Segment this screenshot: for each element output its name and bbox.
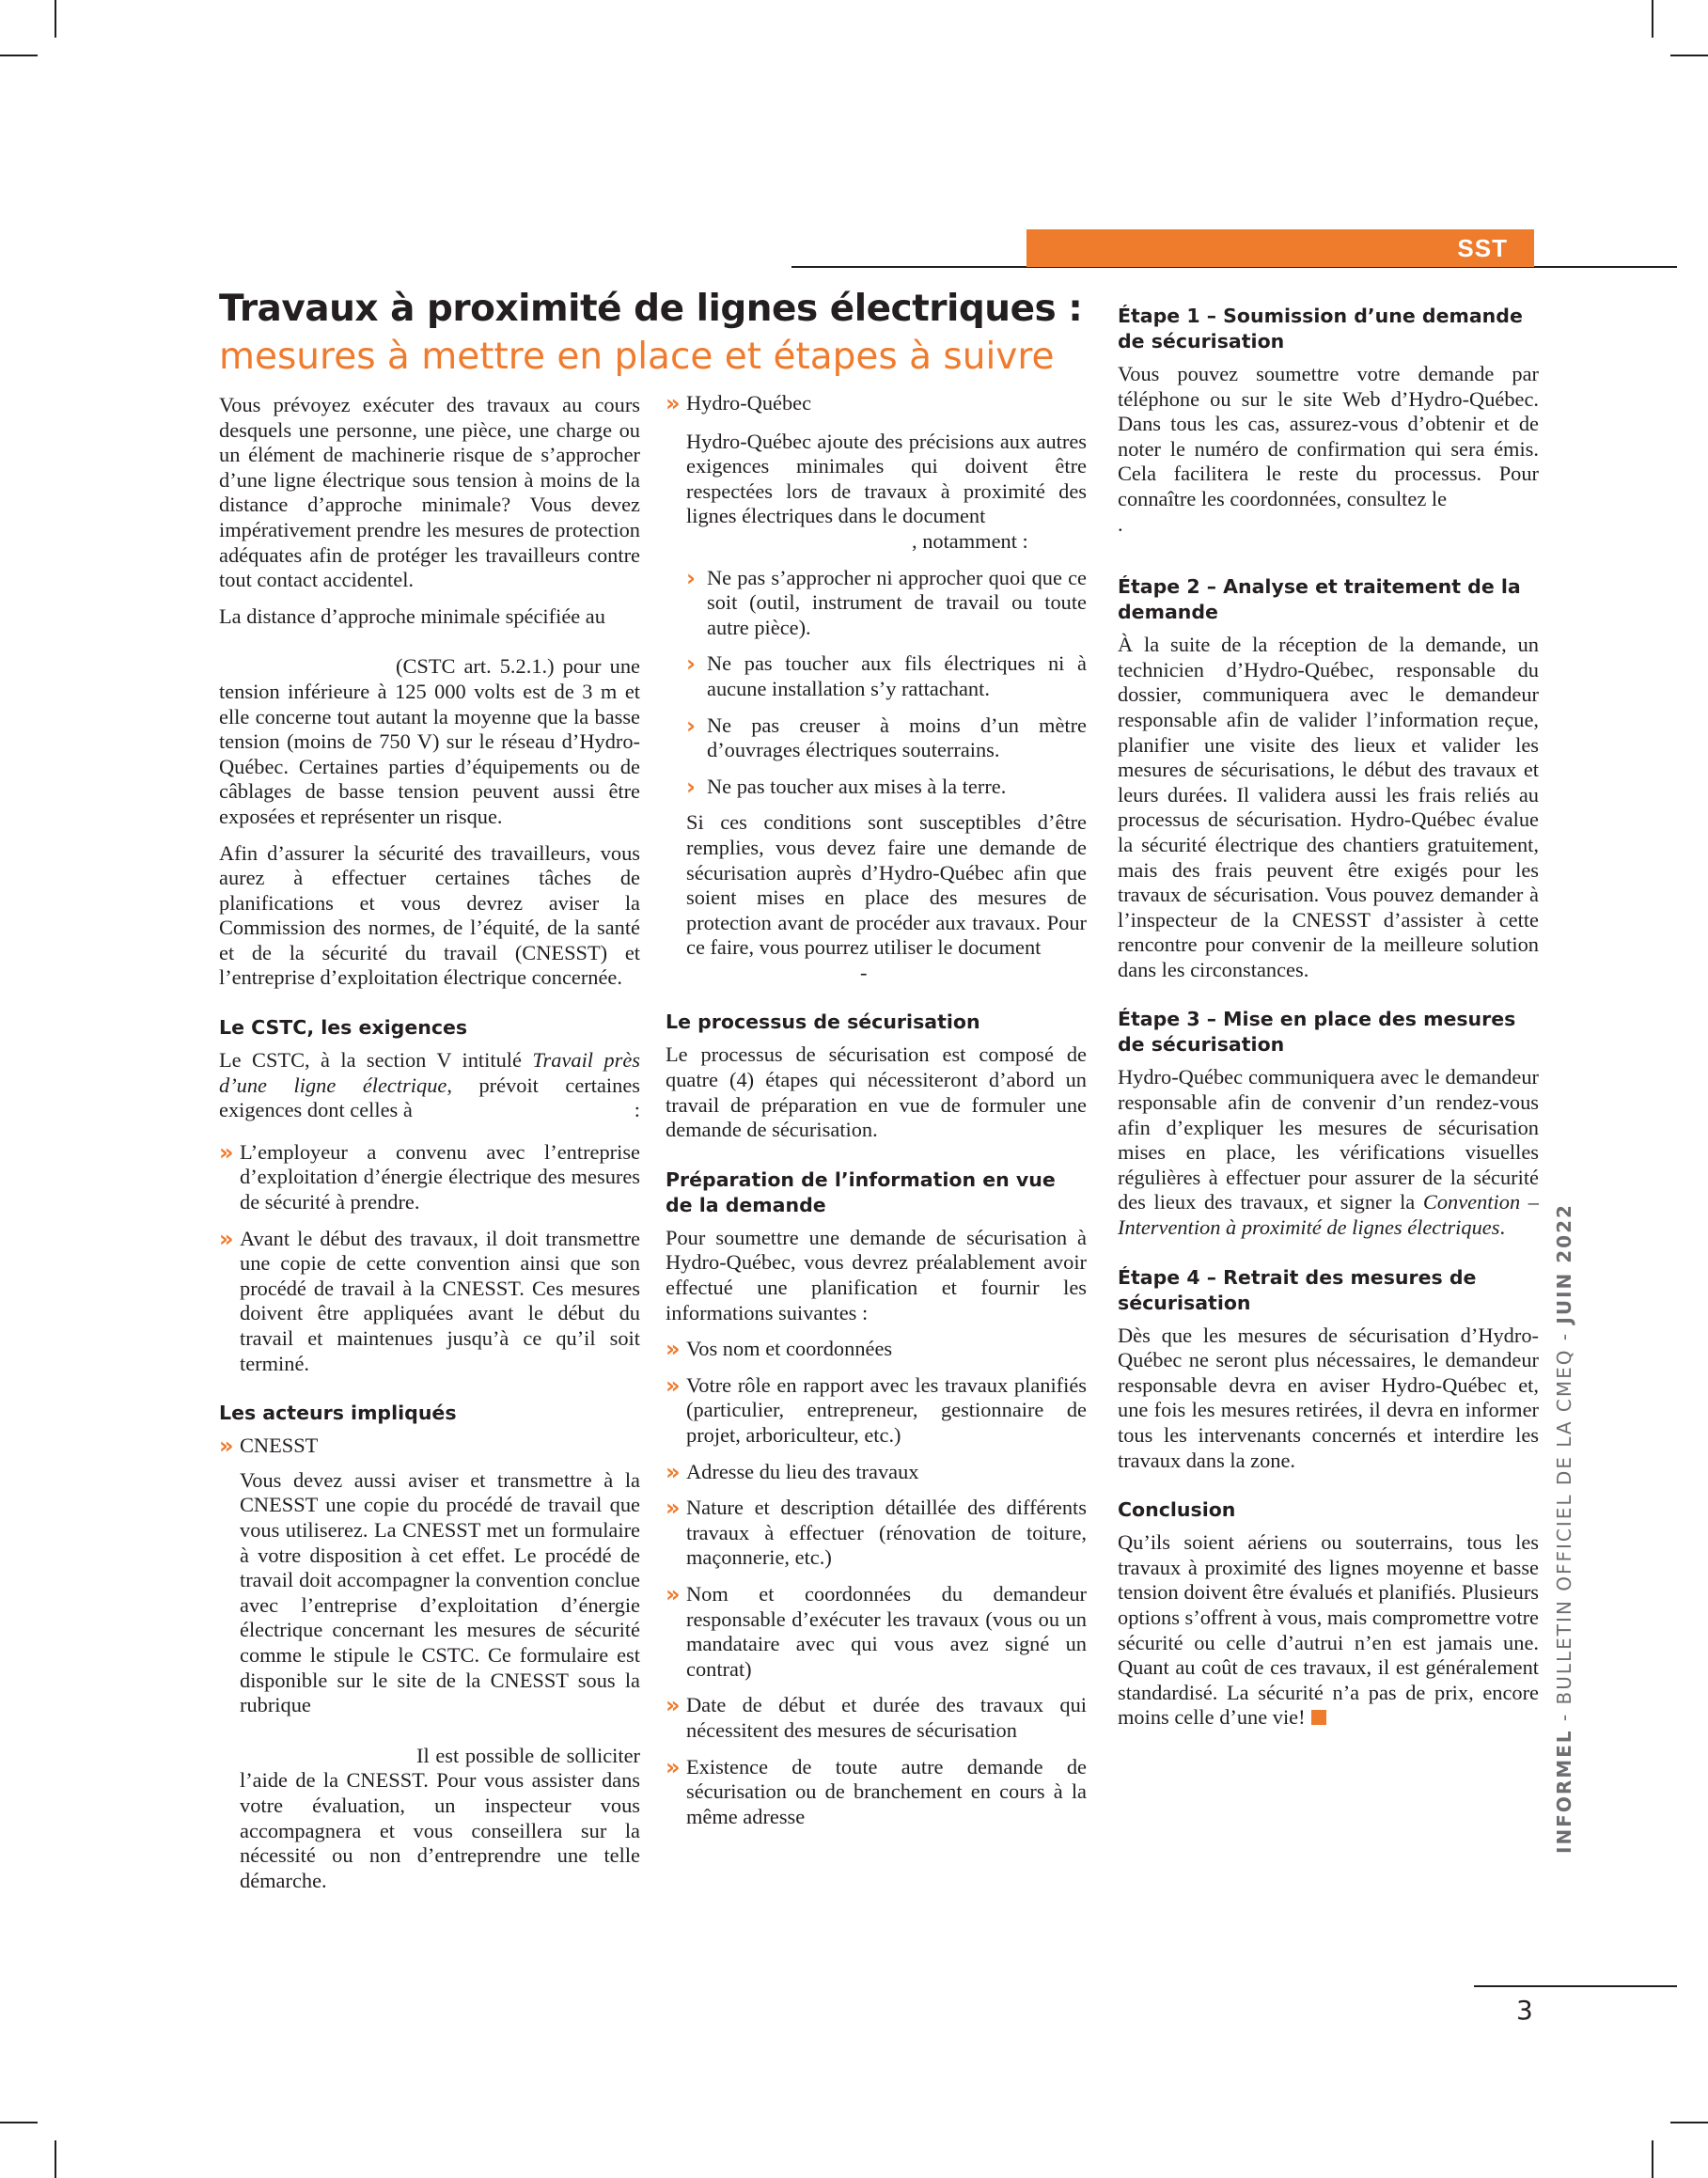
cstc-italic-title: Travail près d’une ligne électrique: [219, 1048, 640, 1097]
dot-mark: .: [1118, 511, 1123, 536]
link-gap: [219, 629, 640, 654]
etape-2-paragraph: À la suite de la réception de la demande, un technicien d’Hydro-Québec, responsable du dossier, communiquera avec le demandeur responsable afin de valider l’information reçue, planifier une visite des lieux et valider les mesures de sécurisations, le début des travaux et leurs durées. Il validera aussi les frais reliés au processus de sécurisation. Hydro-Québec évalue la sécurité électrique des chantiers gratuitement, mais des frais peuvent être exigés pour les travaux de sécurisation. Vous pouvez demander à l’inspecteur de la CNESST d’assister à cette rencontre pour convenir de la meilleure solution dans les circonstances.: [1118, 633, 1539, 981]
conclusion-text: Qu’ils soient aériens ou souterrains, tous les travaux à proximité des lignes moyenne et basse tension doivent être évalués et planifiés. Plusieurs options s’offrent à vous, mais compromettre votre sécurité ou celle d’autrui n’en est jamais une. Quant au coût de ces travaux, il est généralement standardisé. La sécurité n’a pas de prix, encore moins celle d’une vie!: [1118, 1530, 1539, 1730]
list-item: [219, 1140, 640, 1215]
list-item: [666, 1582, 1087, 1682]
list-item: [666, 1460, 1087, 1485]
bullet-marker: »: [666, 1753, 681, 1780]
etape-3-text: Hydro-Québec communiquera avec le demandeur responsable afin de convenir d’un rendez-vous afin d’expliquer les mesures de sécurisation mises en place, les vérifications visuelles régulières à effectuer pour assurer de la sécurité des lieux des travaux, et signer la: [1118, 1065, 1539, 1214]
sidebar-publication: INFORMEL: [1553, 1729, 1575, 1854]
heading-etape-2: Étape 2 – Analyse et traitement de la demande: [1118, 575, 1521, 624]
section-tab: SST: [1026, 229, 1534, 267]
page-number: 3: [1516, 1995, 1533, 2026]
list-item-text: Adresse du lieu des travaux: [686, 1459, 919, 1483]
cstc-text-a: Le CSTC, à la section V intitulé: [219, 1048, 533, 1073]
list-item: [666, 775, 1087, 800]
bullet-marker: ›: [686, 773, 696, 800]
crop-mark: [0, 2122, 38, 2123]
dash-mark: -: [860, 960, 868, 984]
intro-paragraph: Vous prévoyez exécuter des travaux au cours desquels une personne, une pièce, une charge ou un élément de machinerie risque de s’approcher d’une ligne électrique sous tension à moins de la distance d’approche minimale? Vous devez impérativement prendre les mesures de protection adéquates afin de protéger les travailleurs contre tout contact accidentel.: [219, 393, 640, 592]
bullet-marker: »: [666, 1336, 681, 1363]
list-item-text: Nature et description détaillée des différents travaux à effectuer (rénovation de toiture, maçonnerie, etc.): [686, 1496, 1087, 1570]
list-item-text: Ne pas creuser à moins d’un mètre d’ouvrages électriques souterrains.: [707, 713, 1087, 762]
list-item-text: Ne pas toucher aux mises à la terre.: [707, 774, 1007, 798]
bullet-marker: »: [666, 1495, 681, 1522]
etape-1-paragraph: [1118, 362, 1539, 537]
etape-3-paragraph: [1118, 1065, 1539, 1240]
list-item: [666, 566, 1087, 641]
cnesst-text-2: Il est possible de solliciter l’aide de la CNESST. Pour vous assister dans votre évaluation, un inspecteur vous accompagnera et vous conseillera sur la nécessité ou non d’entreprendre une telle démarche.: [240, 1743, 640, 1892]
list-item: [666, 1755, 1087, 1830]
publication-sidebar: [1553, 1008, 1581, 1854]
column-2: [666, 391, 1087, 1841]
heading-etape-4: Étape 4 – Retrait des mesures de sécurisation: [1118, 1265, 1477, 1314]
bullet-marker: »: [666, 1458, 681, 1485]
list-item: [666, 1693, 1087, 1743]
heading-processus: Le processus de sécurisation: [666, 1011, 980, 1034]
list-item: [666, 1373, 1087, 1449]
title-subtitle: mesures à mettre en place et étapes à suivre: [219, 336, 1055, 378]
heading-etape-3: Étape 3 – Mise en place des mesures de sécurisation: [1118, 1008, 1516, 1057]
bullet-marker: »: [666, 390, 681, 416]
list-item-text: Existence de toute autre demande de sécurisation ou de branchement en cours à la même adresse: [686, 1754, 1087, 1828]
etape-1-text: Vous pouvez soumettre votre demande par téléphone ou sur le site Web d’Hydro-Québec. Dans tous les cas, assurez-vous d’obtenir et de noter le numéro de confirmation qui sera émis. Cela facilitera le reste du processus. Pour connaître les coordonnées, consultez le: [1118, 362, 1539, 510]
crop-mark: [55, 2140, 56, 2178]
list-item: [219, 1227, 640, 1377]
cnesst-paragraph: [219, 1468, 640, 1894]
preparation-paragraph: Pour soumettre une demande de sécurisation à Hydro-Québec, vous devrez préalablement avoir effectué une planification et fournir les informations suivantes :: [666, 1225, 1087, 1324]
list-item-text: Votre rôle en rapport avec les travaux planifiés (particulier, entrepreneur, gestionnaire de projet, arboriculteur, etc.): [686, 1372, 1087, 1447]
column-3: [1118, 304, 1539, 1742]
crop-mark: [1670, 2122, 1708, 2123]
list-item-text: Ne pas toucher aux fils électriques ni à aucune installation s’y rattachant.: [707, 651, 1087, 700]
bullet-marker: »: [219, 1138, 234, 1166]
crop-mark: [0, 55, 38, 56]
column-1: [219, 393, 640, 1904]
cstc-text-b: , prévoit certaines exigences dont celles à: [219, 1073, 640, 1122]
list-item-text: Vos nom et coordonnées: [686, 1337, 893, 1361]
actor-label: CNESST: [240, 1434, 319, 1458]
list-item: [666, 651, 1087, 701]
distance-text-a: La distance d’approche minimale spécifiée au: [219, 603, 605, 628]
bullet-marker: ›: [686, 650, 696, 678]
etape-3-italic-title: Convention – Intervention à proximité de lignes électriques: [1118, 1190, 1539, 1240]
cstc-colon: :: [634, 1098, 640, 1122]
list-item-text: Avant le début des travaux, il doit transmettre une copie de cette convention ainsi que son procédé de travail à la CNESST. Ces mesures doivent être appliquées avant le début du travail et maintenues jusqu’à ce qu’il soit terminé.: [240, 1226, 640, 1375]
heading-preparation: Préparation de l’information en vue de la demande: [666, 1167, 1056, 1216]
hq-text: Hydro-Québec ajoute des précisions aux autres exigences minimales qui doivent être respectées lors de travaux à proximité des lignes électriques dans le document: [686, 429, 1087, 528]
etape-3-end: .: [1499, 1215, 1506, 1240]
actor-label: Hydro-Québec: [686, 391, 812, 415]
bullet-marker: »: [219, 1433, 234, 1460]
sidebar-bulletin: BULLETIN OFFICIEL DE LA CMEQ: [1553, 1348, 1575, 1705]
actor-item-cnesst: [219, 1434, 640, 1459]
list-item: [666, 1496, 1087, 1571]
crop-mark: [55, 0, 56, 38]
list-item-text: Ne pas s’approcher ni approcher quoi que ce soit (outil, instrument de travail ou toute autre pièce).: [707, 565, 1087, 639]
heading-cstc: Le CSTC, les exigences: [219, 1016, 468, 1040]
list-item-text: L’employeur a convenu avec l’entreprise d’exploitation d’énergie électrique des mesures de sécurité à prendre.: [240, 1139, 640, 1214]
hq-notamment: , notamment :: [912, 528, 1028, 553]
distance-paragraph: [219, 604, 640, 830]
bullet-marker: »: [219, 1225, 234, 1252]
article-title: [219, 285, 1103, 381]
end-mark-icon: [1311, 1710, 1326, 1725]
sidebar-separator: -: [1553, 1704, 1575, 1730]
heading-conclusion: Conclusion: [1118, 1498, 1236, 1522]
sidebar-date: JUIN 2022: [1553, 1203, 1575, 1324]
bullet-marker: »: [666, 1580, 681, 1607]
sidebar-separator: -: [1553, 1324, 1575, 1349]
footer-rule: [1474, 1985, 1677, 1987]
bullet-marker: ›: [686, 712, 696, 739]
link-gap: [240, 1718, 640, 1744]
crop-mark: [1652, 0, 1653, 38]
safety-paragraph: Afin d’assurer la sécurité des travailleurs, vous aurez à effectuer certaines tâches de planifications et vous devrez aviser la Commission des normes, de l’équité, de la santé et de la sécurité du travail (CNESST) et l’entreprise d’exploitation électrique concernée.: [219, 840, 640, 990]
actor-item-hydro-quebec: [666, 391, 1087, 416]
cnesst-text: Vous devez aussi aviser et transmettre à la CNESST une copie du procédé de travail que vous utiliserez. La CNESST met un formulaire à votre disposition à cet effet. Le procédé de travail doit accompagner la convention conclue avec l’entreprise d’exploitation d’énergie électrique concernant les mesures de sécurité comme le stipule le CSTC. Ce formulaire est disponible sur le site de la CNESST sous la rubrique: [240, 1467, 640, 1717]
bullet-marker: ›: [686, 564, 696, 591]
heading-acteurs: Les acteurs impliqués: [219, 1402, 457, 1425]
crop-mark: [1670, 55, 1708, 56]
conclusion-paragraph: [1118, 1530, 1539, 1731]
conditions-text: Si ces conditions sont susceptibles d’être remplies, vous devez faire une demande de sécurisation auprès d’Hydro-Québec afin que soient mises en place des mesures de protection avant de procéder aux travaux. Pour ce faire, vous pourrez utiliser le document: [686, 810, 1087, 960]
list-item: [666, 713, 1087, 763]
processus-paragraph: Le processus de sécurisation est composé de quatre (4) étapes qui nécessiteront d’abord un travail de préparation en vue de formuler une demande de sécurisation.: [666, 1042, 1087, 1142]
bullet-marker: »: [666, 1371, 681, 1399]
hq-paragraph: [666, 430, 1087, 555]
list-item-text: Nom et coordonnées du demandeur responsable d’exécuter les travaux (vous ou un mandataire avec qui vous avez signé un contrat): [686, 1581, 1087, 1681]
bullet-marker: »: [666, 1692, 681, 1719]
conditions-paragraph: [666, 810, 1087, 985]
list-item-text: Date de début et durée des travaux qui nécessitent des mesures de sécurisation: [686, 1693, 1087, 1742]
distance-text-b: (CSTC art. 5.2.1.) pour une tension inférieure à 125 000 volts est de 3 m et elle concerne tout autant la moyenne que la basse tension (moins de 750 V) sur le réseau d’Hydro-Québec. Certaines parties d’équipements ou de câblages de basse tension peuvent aussi être exposées et représenter un risque.: [219, 654, 640, 828]
heading-etape-1: Étape 1 – Soumission d’une demande de sécurisation: [1118, 305, 1523, 353]
crop-mark: [1652, 2140, 1653, 2178]
list-item: [666, 1337, 1087, 1362]
cstc-paragraph: [219, 1048, 640, 1123]
title-main: Travaux à proximité de lignes électriques :: [219, 288, 1083, 330]
etape-4-paragraph: Dès que les mesures de sécurisation d’Hydro-Québec ne seront plus nécessaires, le demandeur responsable devra en aviser Hydro-Québec et, une fois les mesures retirées, il devra en informer tous les intervenants concernés et interdire les travaux dans la zone.: [1118, 1323, 1539, 1472]
